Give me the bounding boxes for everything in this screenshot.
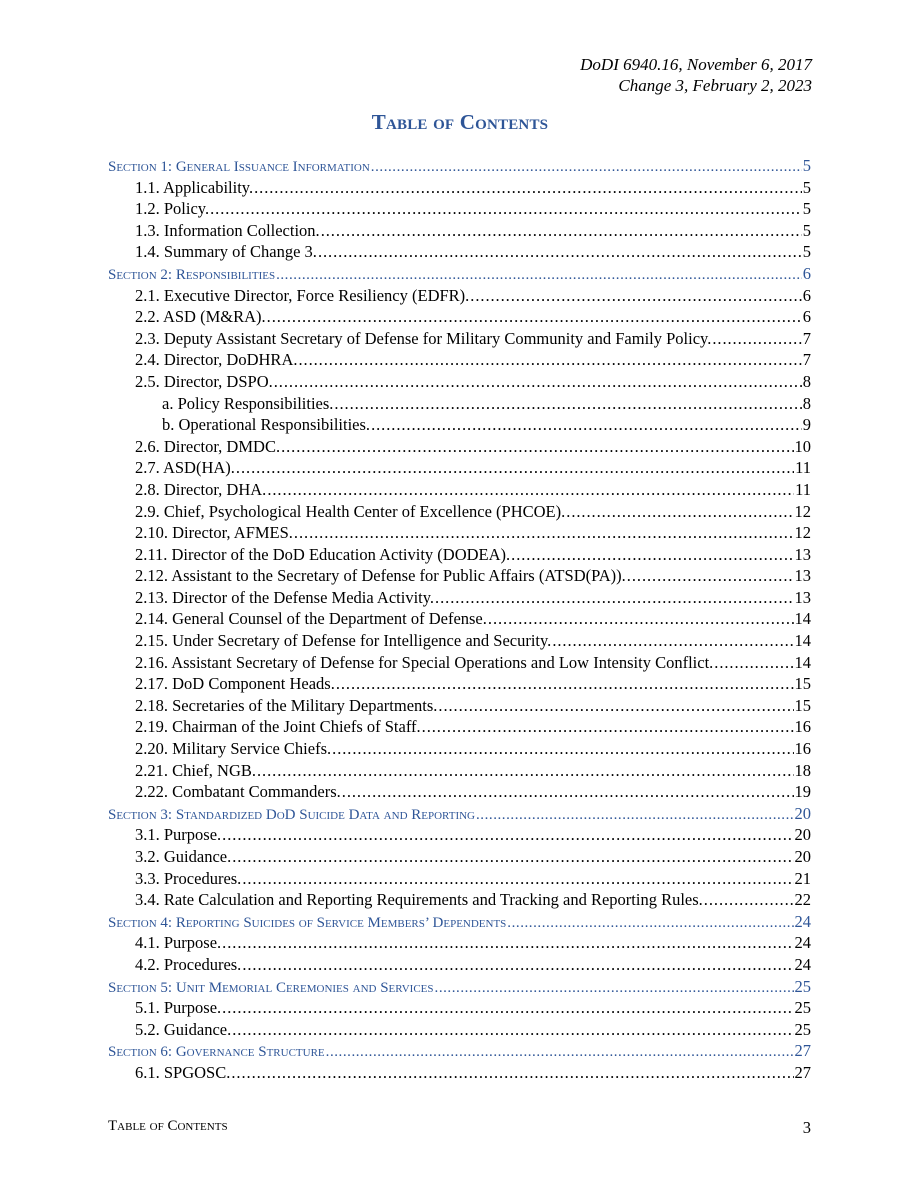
toc-entry-page: 20 bbox=[794, 803, 811, 823]
toc-entry-label: 2.4. Director, DoDHRA. bbox=[135, 350, 298, 370]
toc-entry-label: 1.2. Policy. bbox=[135, 199, 210, 219]
toc-entry-link[interactable] bbox=[108, 824, 811, 846]
toc-entry-link[interactable] bbox=[108, 652, 811, 674]
dot-leader bbox=[274, 371, 802, 393]
toc-entry-label: Section 4: Reporting Suicides of Service Members’ Dependents bbox=[108, 914, 507, 931]
dot-leader bbox=[507, 913, 793, 935]
toc-entry-link[interactable] bbox=[108, 241, 811, 263]
dot-leader bbox=[267, 306, 802, 328]
dot-leader bbox=[210, 198, 802, 220]
toc-entry-label: 2.11. Director of the DoD Education Activity (DODEA). bbox=[135, 544, 511, 564]
toc-entry-label: 2.1. Executive Director, Force Resiliency (EDFR). bbox=[135, 285, 470, 305]
dot-leader bbox=[222, 932, 793, 954]
dot-leader bbox=[704, 889, 794, 911]
toc-entry-link[interactable] bbox=[108, 285, 811, 307]
toc-entry-link[interactable] bbox=[108, 954, 811, 976]
dot-leader bbox=[511, 544, 793, 566]
toc-section-link[interactable] bbox=[108, 1040, 811, 1062]
toc-entry-page: 18 bbox=[794, 760, 811, 780]
toc-entry-page: 15 bbox=[794, 674, 811, 694]
dot-leader bbox=[232, 1019, 793, 1041]
toc-entry-label: Section 1: General Issuance Information bbox=[108, 159, 370, 175]
dot-leader bbox=[336, 673, 794, 695]
toc-entry-page: 11 bbox=[795, 479, 811, 499]
toc-entry-page: 22 bbox=[794, 890, 811, 910]
dot-leader bbox=[488, 608, 794, 630]
toc-entry-page: 12 bbox=[794, 523, 811, 543]
toc-section-link[interactable] bbox=[108, 263, 811, 285]
footer-section-label: Table of Contents bbox=[108, 1118, 228, 1134]
toc-entry-link[interactable] bbox=[108, 328, 811, 350]
dot-leader bbox=[476, 805, 794, 827]
dot-leader bbox=[552, 630, 793, 652]
toc-entry-page: 20 bbox=[794, 847, 811, 866]
toc-entry-label: b. Operational Responsibilities. bbox=[162, 415, 371, 435]
toc-entry-link[interactable] bbox=[108, 716, 811, 738]
toc-entry-page: 11 bbox=[795, 458, 811, 478]
toc-entry-label: 1.3. Information Collection. bbox=[135, 220, 320, 240]
toc-entry-page: 25 bbox=[794, 976, 811, 996]
toc-entry-page: 5 bbox=[802, 177, 811, 197]
dot-leader bbox=[222, 997, 793, 1019]
toc-entry-page: 5 bbox=[802, 199, 811, 219]
toc-entry-label: 2.12. Assistant to the Secretary of Defense for Public Affairs (ATSD(PA)). bbox=[135, 566, 626, 586]
toc-entry-label: 2.3. Deputy Assistant Secretary of Defense for Military Community and Family Policy. bbox=[135, 328, 712, 348]
toc-entry-label: 2.8. Director, DHA. bbox=[135, 479, 267, 499]
toc-entry-label: 2.2. ASD (M&RA). bbox=[135, 307, 266, 327]
toc-entry-page: 8 bbox=[802, 393, 811, 413]
toc-entry-page: 5 bbox=[802, 220, 811, 240]
toc-entry-page: 15 bbox=[794, 695, 811, 715]
dot-leader bbox=[371, 157, 802, 179]
dot-leader bbox=[222, 824, 793, 846]
dot-leader bbox=[242, 954, 793, 976]
toc-entry-page: 13 bbox=[794, 566, 811, 586]
toc-entry-label: Section 5: Unit Memorial Ceremonies and Services bbox=[108, 979, 434, 996]
toc-entry-page: 7 bbox=[802, 350, 811, 370]
toc-entry-label: 1.1. Applicability. bbox=[135, 177, 254, 197]
toc-entry-link[interactable] bbox=[108, 695, 811, 717]
page-footer bbox=[108, 1118, 811, 1138]
toc-entry-label: 5.1. Purpose. bbox=[135, 998, 222, 1018]
toc-entry-page: 10 bbox=[794, 436, 811, 456]
toc-entry-link[interactable] bbox=[108, 889, 811, 911]
toc-entry-label: 2.13. Director of the Defense Media Activity. bbox=[135, 587, 435, 607]
dot-leader bbox=[232, 846, 793, 868]
toc-entry-link[interactable] bbox=[108, 414, 811, 436]
toc-entry-label: 4.2. Procedures. bbox=[135, 954, 242, 974]
dot-leader bbox=[254, 177, 802, 199]
toc-entry-label: Section 2: Responsibilities bbox=[108, 266, 276, 283]
dot-leader bbox=[294, 522, 794, 544]
toc-entry-label: 1.4. Summary of Change 3. bbox=[135, 242, 317, 262]
toc-entry-page: 6 bbox=[802, 307, 811, 327]
toc-entry-page: 16 bbox=[794, 739, 811, 759]
toc-entry-label: 2.6. Director, DMDC. bbox=[135, 436, 281, 456]
toc-entry-page: 6 bbox=[802, 285, 811, 305]
dot-leader bbox=[714, 652, 793, 674]
toc-entry-link[interactable] bbox=[108, 587, 811, 609]
dot-leader bbox=[326, 1042, 794, 1064]
dot-leader bbox=[298, 349, 801, 371]
toc-entry-link[interactable] bbox=[108, 1062, 811, 1084]
dot-leader bbox=[435, 587, 793, 609]
toc-entry-label: 3.4. Rate Calculation and Reporting Requirements and Tracking and Reporting Rules. bbox=[135, 890, 703, 910]
dot-leader bbox=[242, 868, 793, 890]
toc-entry-page: 27 bbox=[794, 1062, 811, 1082]
page-title: Table of Contents bbox=[371, 110, 549, 134]
toc-entry-label: 2.10. Director, AFMES. bbox=[135, 523, 293, 543]
dot-leader bbox=[435, 978, 794, 1000]
dot-leader bbox=[470, 285, 801, 307]
dot-leader bbox=[318, 241, 802, 263]
toc-entry-link[interactable] bbox=[108, 868, 811, 890]
toc-entry-link[interactable] bbox=[108, 608, 811, 630]
dot-leader bbox=[231, 1062, 793, 1084]
toc-entry-label: 2.21. Chief, NGB. bbox=[135, 760, 256, 780]
toc-entry-page: 5 bbox=[802, 156, 811, 175]
toc-entry-label: 2.22. Combatant Commanders. bbox=[135, 782, 341, 802]
toc-entry-link[interactable] bbox=[108, 393, 811, 415]
toc-section-link[interactable] bbox=[108, 803, 811, 825]
toc-entry-label: 3.1. Purpose. bbox=[135, 825, 222, 845]
dot-leader bbox=[334, 393, 801, 415]
toc-entry-page: 13 bbox=[794, 587, 811, 607]
toc-entry-label: a. Policy Responsibilities. bbox=[162, 393, 334, 413]
toc-entry-link[interactable] bbox=[108, 198, 811, 220]
header-change-line: Change 3, February 2, 2023 bbox=[618, 76, 812, 95]
toc-entry-page: 25 bbox=[794, 1019, 811, 1039]
dot-leader bbox=[712, 328, 801, 350]
dot-leader bbox=[566, 501, 793, 523]
dot-leader bbox=[267, 479, 794, 501]
toc-entry-page: 14 bbox=[794, 631, 811, 651]
toc-section-link[interactable] bbox=[108, 155, 811, 177]
toc-section-link[interactable] bbox=[108, 911, 811, 933]
toc-entry-page: 24 bbox=[794, 911, 811, 931]
dot-leader bbox=[257, 760, 794, 782]
toc-entry-link[interactable] bbox=[108, 738, 811, 760]
toc-entry-label: 3.3. Procedures. bbox=[135, 868, 242, 888]
toc-entry-page: 12 bbox=[794, 501, 811, 521]
toc-entry-label: 4.1. Purpose. bbox=[135, 933, 222, 953]
toc-entry-page: 24 bbox=[794, 954, 811, 974]
toc-entry-link[interactable] bbox=[108, 997, 811, 1019]
toc-entry-label: 2.7. ASD(HA). bbox=[135, 458, 235, 478]
toc-entry-page: 21 bbox=[794, 868, 811, 888]
toc-entry-label: 6.1. SPGOSC. bbox=[135, 1062, 231, 1082]
toc-entry-page: 9 bbox=[802, 415, 811, 435]
toc-entry-link[interactable] bbox=[108, 1019, 811, 1041]
toc-entry-link[interactable] bbox=[108, 630, 811, 652]
toc-entry-link[interactable] bbox=[108, 846, 811, 868]
toc-entry-page: 24 bbox=[794, 933, 811, 953]
toc-entry-link[interactable] bbox=[108, 932, 811, 954]
toc-entry-link[interactable] bbox=[108, 371, 811, 393]
dot-leader bbox=[281, 436, 793, 458]
dot-leader bbox=[438, 695, 793, 717]
dot-leader bbox=[321, 220, 802, 242]
toc-entry-page: 7 bbox=[802, 328, 811, 348]
toc-entry-link[interactable] bbox=[108, 479, 811, 501]
toc-entry-link[interactable] bbox=[108, 436, 811, 458]
toc-entry-page: 6 bbox=[802, 263, 811, 283]
toc-entry-label: 2.19. Chairman of the Joint Chiefs of Staff. bbox=[135, 717, 421, 737]
toc-entry-label: Section 6: Governance Structure bbox=[108, 1044, 325, 1061]
toc-entry-link[interactable] bbox=[108, 781, 811, 803]
toc-entry-link[interactable] bbox=[108, 177, 811, 199]
dot-leader bbox=[342, 781, 794, 803]
toc-entry-page: 19 bbox=[794, 782, 811, 802]
toc-entry-page: 16 bbox=[794, 717, 811, 737]
dot-leader bbox=[371, 414, 802, 436]
dot-leader bbox=[276, 265, 802, 287]
toc-section-link[interactable] bbox=[108, 976, 811, 998]
document-header bbox=[580, 54, 812, 96]
toc-entry-link[interactable] bbox=[108, 673, 811, 695]
toc-entry-link[interactable] bbox=[108, 349, 811, 371]
toc-entry-link[interactable] bbox=[108, 565, 811, 587]
toc-entry-label: 2.17. DoD Component Heads. bbox=[135, 674, 335, 694]
table-of-contents bbox=[108, 155, 811, 1084]
toc-entry-label: 2.18. Secretaries of the Military Departments. bbox=[135, 695, 438, 715]
toc-entry-link[interactable] bbox=[108, 544, 811, 566]
toc-entry-page: 14 bbox=[794, 609, 811, 629]
toc-entry-link[interactable] bbox=[108, 522, 811, 544]
toc-entry-page: 14 bbox=[794, 652, 811, 672]
dot-leader bbox=[332, 738, 793, 760]
toc-entry-link[interactable] bbox=[108, 457, 811, 479]
toc-entry-link[interactable] bbox=[108, 220, 811, 242]
toc-entry-page: 8 bbox=[802, 371, 811, 391]
toc-entry-label: 2.20. Military Service Chiefs. bbox=[135, 739, 332, 759]
toc-entry-label: 2.16. Assistant Secretary of Defense for Special Operations and Low Intensity Conflict. bbox=[135, 652, 714, 672]
dot-leader bbox=[627, 565, 794, 587]
toc-entry-link[interactable] bbox=[108, 760, 811, 782]
toc-entry-label: 2.15. Under Secretary of Defense for Intelligence and Security. bbox=[135, 631, 552, 651]
toc-entry-label: 2.14. General Counsel of the Department of Defense. bbox=[135, 609, 487, 629]
toc-entry-page: 20 bbox=[794, 825, 811, 845]
toc-entry-label: 3.2. Guidance. bbox=[135, 847, 232, 866]
toc-entry-label: 5.2. Guidance. bbox=[135, 1019, 232, 1039]
toc-entry-page: 13 bbox=[794, 544, 811, 564]
footer-page-number: 3 bbox=[802, 1118, 811, 1137]
toc-entry-label: Section 3: Standardized DoD Suicide Data and Reporting bbox=[108, 806, 475, 823]
toc-entry-link[interactable] bbox=[108, 501, 811, 523]
dot-leader bbox=[422, 716, 794, 738]
toc-entry-page: 25 bbox=[794, 998, 811, 1018]
toc-entry-label: 2.9. Chief, Psychological Health Center of Excellence (PHCOE). bbox=[135, 501, 566, 521]
toc-entry-link[interactable] bbox=[108, 306, 811, 328]
dot-leader bbox=[236, 457, 794, 479]
header-issuance-line: DoDI 6940.16, November 6, 2017 bbox=[580, 55, 812, 74]
toc-entry-label: 2.5. Director, DSPO. bbox=[135, 371, 273, 391]
toc-entry-page: 5 bbox=[802, 242, 811, 262]
toc-entry-page: 27 bbox=[794, 1041, 811, 1061]
